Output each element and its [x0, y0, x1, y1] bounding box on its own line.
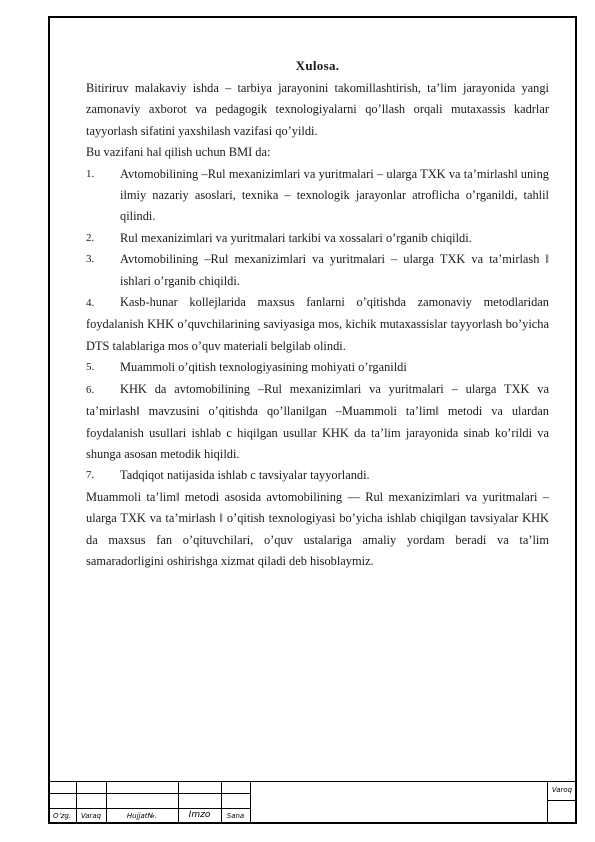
list-text: Tadqiqot natijasida ishlab c tavsiyalar tayyorlandi.: [120, 468, 370, 483]
list-text: KHK da avtomobilining ‒Rul mexanizimlari va yuritmalari – ularga TXK va ta’mirlash‖ mavzusini o’qitishda qo’llanilgan ‒Muammoli ta’lim‖ metodi va ulardan foydalanish usullari ishlab c hiqilgan usullar KHK da ta’lim jarayonida sinab ko’rildi va shunga asosan metodik hiqildi.: [86, 381, 549, 461]
label-hujjat: Hujjat№.: [126, 812, 158, 820]
list-number: 3.: [86, 253, 95, 266]
list-number: 6.: [86, 383, 95, 396]
label-imzo: Imzo: [188, 810, 211, 820]
list-text: Rul mexanizimlari va yuritmalari tarkibi va xossalari o’rganib chiqildi.: [120, 230, 472, 245]
list-number: 1.: [86, 167, 95, 180]
list-number: 2.: [86, 231, 95, 244]
list-text: Kasb-hunar kollejlarida maxsus fanlarni o’qitishda zamonaviy metodlaridan foydalanish KHK o’quvchilarining saviyasiga mos, kichik mutaxassislar tayyorlash bo’yicha DTS talablariga mos o’quv materiali belgilab olindi.: [86, 295, 549, 353]
label-varoq: Varoq: [551, 786, 573, 794]
list-item: [86, 465, 549, 486]
list-item: [86, 164, 549, 228]
title-block: [48, 781, 577, 824]
label-varaq: Varaq: [80, 812, 102, 820]
list-item: [86, 357, 549, 378]
list-item: [86, 228, 549, 249]
title-block-row-divider: [48, 793, 250, 794]
title-block-varoq-divider: [547, 800, 577, 801]
document-body: [86, 56, 549, 572]
list-number: 7.: [86, 469, 95, 482]
label-sana: Sana: [226, 812, 245, 820]
list-text: Avtomobilining ‒Rul mexanizimlari va yuritmalari – ularga TXK va ta’mirlash ‖ ishlari o’rganib chiqildi.: [120, 252, 549, 288]
list-number: 5.: [86, 361, 95, 374]
label-ozg: O’zg.: [52, 812, 72, 820]
list-item: [86, 249, 549, 292]
list-item: [86, 379, 549, 466]
conclusion-paragraph: Muammoli ta’lim‖ metodi asosida avtomobilining ― Rul mexanizimlari va yuritmalari – ularga TXK va ta’mirlash ‖ o’qitish texnologiyasi bo’yicha ishlab chiqilgan tavsiyalar KHK da maxsus fan o’qituvchilari, o’quv ustalariga amaliy yordam beradi va ta’lim samaradorligini oshirishga xizmat qiladi deb hisoblaymiz.: [86, 489, 549, 568]
list-number: 4.: [86, 297, 95, 310]
intro-paragraph: Bitiriruv malakaviy ishda – tarbiya jarayonini takomillashtirish, ta’lim jarayonida yangi zamonaviy axborot va pedagogik texnologiyalarni qo’llash orqali mutaxassis kadrlar tayyorlash sifatini yaxshilash vazifasi qo’yildi.: [86, 81, 549, 138]
title-block-top-border: [48, 781, 577, 782]
title-block-row-divider: [48, 808, 250, 809]
list-item: [86, 292, 549, 357]
title-block-column-divider: [250, 781, 251, 824]
document-title: Xulosa.: [295, 58, 340, 73]
tasks-intro: Bu vazifani hal qilish uchun BMI da:: [86, 145, 271, 160]
list-text: Avtomobilining ‒Rul mexanizimlari va yuritmalari – ularga TXK va ta’mirlash‖ uning ilmiy nazariy asoslari, texnika – texnologik jarayonlar atroflicha o’rganildi, tahlil qilindi.: [120, 166, 549, 224]
list-text: Muammoli o’qitish texnologiyasining mohiyati o’rganildi: [120, 360, 407, 375]
